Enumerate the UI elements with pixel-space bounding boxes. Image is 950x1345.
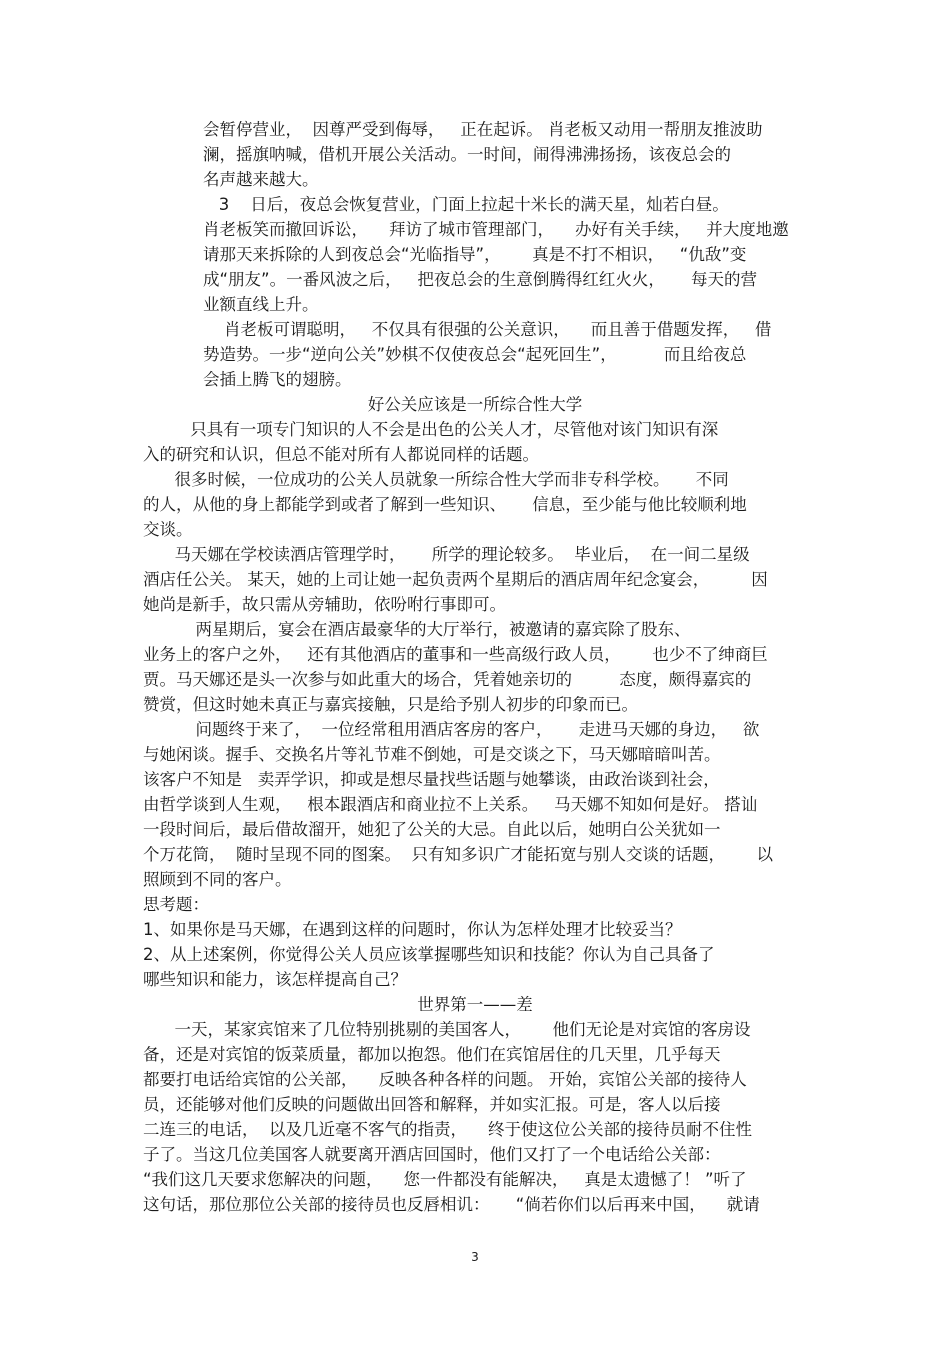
text-line: 该客户不知是 卖弄学识，抑或是想尽量找些话题与她攀谈，由政治谈到社会， — [143, 770, 720, 789]
page-number: 3 — [471, 1250, 479, 1264]
text-line: 成“朋友”。一番风波之后， 把夜总会的生意倒腾得红红火火， 每天的营 — [203, 270, 758, 289]
text-line: 2、从上述案例，你觉得公关人员应该掌握哪些知识和技能？你认为自己具备了 — [143, 945, 715, 964]
text-line: 思考题： — [143, 895, 209, 914]
text-line: 与她闲谈。握手、交换名片等礼节难不倒她，可是交谈之下，马天娜暗暗叫苦。 — [143, 745, 721, 764]
text-line: 贾。马天娜还是头一次参与如此重大的场合，凭着她亲切的 态度，颇得嘉宾的 — [143, 670, 752, 689]
text-line: 一段时间后，最后借故溜开，她犯了公关的大忌。自此以后，她明白公关犹如一 — [143, 820, 721, 839]
text-line: 一天，某家宾馆来了几位特别挑剔的美国客人， 他们无论是对宾馆的客房设 — [143, 1020, 751, 1039]
text-line: 都要打电话给宾馆的公关部， 反映各种各样的问题。 开始，宾馆公关部的接待人 — [143, 1070, 747, 1089]
text-line: 这句话，那位那位公关部的接待员也反唇相讥： “倘若你们以后再来中国， 就请 — [143, 1195, 760, 1214]
text-line: 两星期后，宴会在酒店最豪华的大厅举行，被邀请的嘉宾除了股东、 — [143, 620, 691, 639]
text-line: 会暂停营业， 因尊严受到侮辱， 正在起诉。 肖老板又动用一帮朋友推波助 — [203, 120, 763, 139]
text-line: 入的研究和认识，但总不能对所有人都说同样的话题。 — [143, 445, 539, 464]
text-line: 由哲学谈到人生观， 根本跟酒店和商业拉不上关系。 马天娜不知如何是好。 搭讪 — [143, 795, 758, 814]
text-line: 名声越来越大。 — [203, 170, 319, 189]
text-line: 势造势。一步“逆向公关”妙棋不仅使夜总会“起死回生”， 而且给夜总 — [203, 345, 747, 364]
text-line: 业务上的客户之外， 还有其他酒店的董事和一些高级行政人员， 也少不了绅商巨 — [143, 645, 768, 664]
text-line: 很多时候，一位成功的公关人员就象一所综合性大学而非专科学校。 不同 — [143, 470, 729, 489]
text-line: 肖老板可谓聪明， 不仅具有很强的公关意识， 而且善于借题发挥， 借 — [203, 320, 772, 339]
section-title: 世界第一——差 — [417, 995, 533, 1014]
text-line: 的人，从他的身上都能学到或者了解到一些知识、 信息，至少能与他比较顺利地 — [143, 495, 747, 514]
text-line: 照顾到不同的客户。 — [143, 870, 292, 889]
text-line: 请那天来拆除的人到夜总会“光临指导”， 真是不打不相识， “仇敌”变 — [203, 245, 747, 264]
text-line: 员，还能够对他们反映的问题做出回答和解释，并如实汇报。可是，客人以后接 — [143, 1095, 721, 1114]
text-line: 会插上腾飞的翅膀。 — [203, 370, 352, 389]
text-line: 哪些知识和能力，该怎样提高自己？ — [143, 970, 407, 989]
section-title: 好公关应该是一所综合性大学 — [367, 395, 583, 414]
text-line: 酒店任公关。 某天，她的上司让她一起负责两个星期后的酒店周年纪念宴会， 因 — [143, 570, 768, 589]
text-line: 她尚是新手，故只需从旁辅助，依吩咐行事即可。 — [143, 595, 506, 614]
text-line: 澜，摇旗呐喊，借机开展公关活动。一时间，闹得沸沸扬扬，该夜总会的 — [203, 145, 731, 164]
text-line: 备，还是对宾馆的饭菜质量，都加以抱怨。他们在宾馆居住的几天里，几乎每天 — [143, 1045, 721, 1064]
text-line: 3 日后，夜总会恢复营业，门面上拉起十米长的满天星，灿若白昼。 — [203, 195, 729, 214]
text-line: 交谈。 — [143, 520, 193, 539]
text-line: 只具有一项专门知识的人不会是出色的公关人才，尽管他对该门知识有深 — [143, 420, 719, 439]
text-line: 问题终于来了， 一位经常租用酒店客房的客户， 走进马天娜的身边， 欲 — [143, 720, 760, 739]
text-line: 1、如果你是马天娜，在遇到这样的问题时，你认为怎样处理才比较妥当？ — [143, 920, 682, 939]
text-line: 业额直线上升。 — [203, 295, 319, 314]
text-line: 赞赏，但这时她未真正与嘉宾接触，只是给予别人初步的印象而已。 — [143, 695, 638, 714]
text-line: 子了。当这几位美国客人就要离开酒店回国时，他们又打了一个电话给公关部： — [143, 1145, 721, 1164]
text-line: 二连三的电话， 以及几近毫不客气的指责， 终于使这位公关部的接待员耐不住性 — [143, 1120, 752, 1139]
text-line: 肖老板笑而撤回诉讼， 拜访了城市管理部门， 办好有关手续， 并大度地邀 — [203, 220, 789, 239]
text-line: “我们这几天要求您解决的问题， 您一件都没有能解决， 真是太遗憾了！ ”听了 — [143, 1170, 747, 1189]
text-line: 马天娜在学校读酒店管理学时， 所学的理论较多。 毕业后， 在一间二星级 — [143, 545, 750, 564]
text-line: 个万花筒， 随时呈现不同的图案。 只有知多识广才能拓宽与别人交谈的话题， 以 — [143, 845, 773, 864]
